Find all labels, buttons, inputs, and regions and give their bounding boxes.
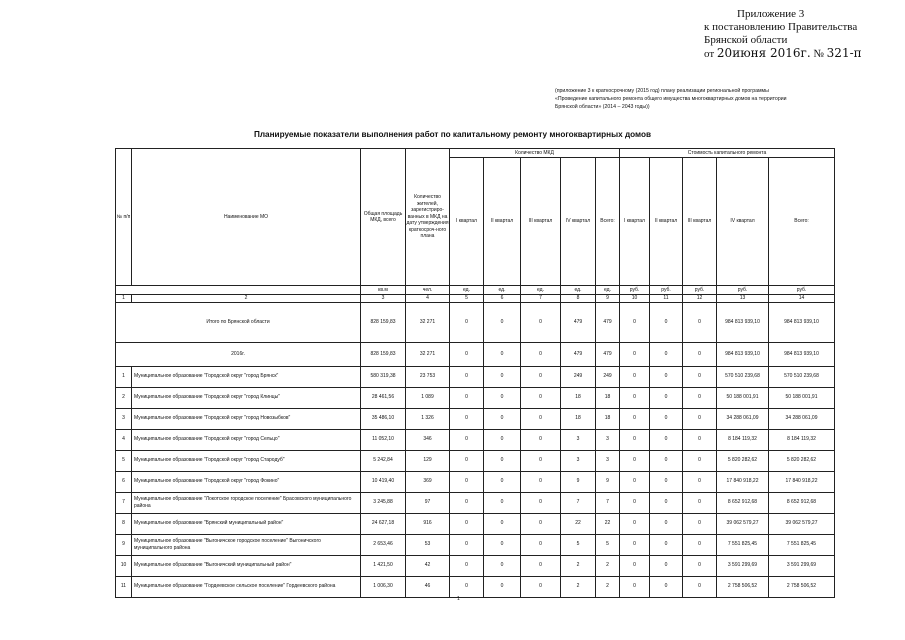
row-cell: 1 089 <box>406 387 450 408</box>
mo-name: Муниципальное образование "Гордеевское сельское поселение" Гордеевского района <box>132 576 361 597</box>
row-cell: 0 <box>484 450 521 471</box>
row-cell: 0 <box>620 408 650 429</box>
unit-cell: ед. <box>521 286 561 295</box>
row-cell: 0 <box>450 429 484 450</box>
unit-cell: ед. <box>596 286 620 295</box>
note-line-2: «Проведение капитального ремонта общего имущества многоквартирных домов на территории <box>555 96 787 102</box>
program-note <box>555 87 885 111</box>
row-cell: 7 551 825,45 <box>769 534 835 555</box>
row-cell: 0 <box>484 534 521 555</box>
row-cell: 2 <box>561 555 596 576</box>
row-cell: 3 591 299,69 <box>717 555 769 576</box>
summary-cell: 0 <box>484 302 521 342</box>
row-cell: 0 <box>484 387 521 408</box>
row-num: 6 <box>116 471 132 492</box>
header-mkd-group: Количество МКД <box>450 149 620 158</box>
table-row <box>116 513 835 534</box>
row-cell: 0 <box>450 492 484 513</box>
row-cell: 11 052,10 <box>361 429 406 450</box>
note-line-1: (приложение 3 к краткосрочному (2015 год) плану реализации региональной программы <box>555 88 769 94</box>
row-cell: 7 <box>561 492 596 513</box>
appendix-date-line <box>704 47 862 61</box>
mo-name: Муниципальное образование "Локотское городское поселение" Брасовского муниципального района <box>132 492 361 513</box>
row-cell: 5 <box>561 534 596 555</box>
row-cell: 0 <box>683 366 717 387</box>
unit-cell: чел. <box>406 286 450 295</box>
mo-name: Муниципальное образование "Городской округ "город Сельцо" <box>132 429 361 450</box>
unit-cell: ед. <box>450 286 484 295</box>
table-row <box>116 429 835 450</box>
row-cell: 3 <box>596 429 620 450</box>
row-cell: 0 <box>620 450 650 471</box>
row-cell: 0 <box>521 513 561 534</box>
row-cell: 7 551 825,45 <box>717 534 769 555</box>
row-cell: 916 <box>406 513 450 534</box>
row-cell: 0 <box>683 555 717 576</box>
row-cell: 0 <box>484 366 521 387</box>
mo-name: Муниципальное образование "Выгоничское городское поселение" Выгоничского муниципального района <box>132 534 361 555</box>
unit-cell: руб. <box>683 286 717 295</box>
column-number-cell: 12 <box>683 295 717 303</box>
mo-name: Муниципальное образование "Выгоничский муниципальный район" <box>132 555 361 576</box>
summary-cell: 0 <box>450 302 484 342</box>
row-cell: 34 288 061,09 <box>769 408 835 429</box>
row-cell: 28 461,56 <box>361 387 406 408</box>
row-cell: 0 <box>450 576 484 597</box>
row-cell: 0 <box>484 492 521 513</box>
row-cell: 2 <box>596 576 620 597</box>
column-numbers-row <box>116 295 835 303</box>
row-cell: 24 627,18 <box>361 513 406 534</box>
column-number-cell: 14 <box>769 295 835 303</box>
row-cell: 0 <box>650 513 683 534</box>
summary-cell: 32 271 <box>406 302 450 342</box>
row-cell: 8 652 912,68 <box>769 492 835 513</box>
row-cell: 3 <box>561 429 596 450</box>
row-cell: 0 <box>450 408 484 429</box>
header-mkd-q4: IV квартал <box>561 158 596 286</box>
summary-cell: 984 813 939,10 <box>769 302 835 342</box>
table-row <box>116 387 835 408</box>
units-row <box>116 286 835 295</box>
row-cell: 0 <box>620 534 650 555</box>
row-cell: 17 840 918,22 <box>769 471 835 492</box>
column-number-cell: 5 <box>450 295 484 303</box>
row-cell: 50 188 001,91 <box>717 387 769 408</box>
header-cost-total: Всего: <box>769 158 835 286</box>
row-cell: 0 <box>521 534 561 555</box>
column-number-cell: 7 <box>521 295 561 303</box>
row-cell: 39 062 579,27 <box>769 513 835 534</box>
table-row <box>116 366 835 387</box>
unit-cell: руб. <box>717 286 769 295</box>
summary-cell: 0 <box>620 342 650 366</box>
row-cell: 0 <box>450 534 484 555</box>
row-cell: 0 <box>484 576 521 597</box>
header-num: № п/п <box>116 149 132 286</box>
date-value: 20июня 2016г. <box>716 46 811 60</box>
table-body <box>116 286 835 598</box>
row-cell: 129 <box>406 450 450 471</box>
row-cell: 2 653,46 <box>361 534 406 555</box>
row-cell: 0 <box>521 387 561 408</box>
row-num: 8 <box>116 513 132 534</box>
row-cell: 0 <box>521 450 561 471</box>
row-cell: 0 <box>650 387 683 408</box>
number-label: № <box>813 48 824 60</box>
header-cost-q4: IV квартал <box>717 158 769 286</box>
row-cell: 0 <box>521 408 561 429</box>
row-cell: 42 <box>406 555 450 576</box>
row-cell: 0 <box>620 492 650 513</box>
row-cell: 0 <box>450 471 484 492</box>
row-cell: 3 591 299,69 <box>769 555 835 576</box>
date-prefix: от <box>704 48 715 60</box>
row-cell: 0 <box>650 408 683 429</box>
row-cell: 34 288 061,09 <box>717 408 769 429</box>
row-cell: 0 <box>650 492 683 513</box>
row-num: 10 <box>116 555 132 576</box>
row-cell: 0 <box>650 471 683 492</box>
header-residents: Количество жителей, зарегистриро-ванных в МКД на дату утверждения краткосроч-ного плана <box>406 149 450 286</box>
row-num: 11 <box>116 576 132 597</box>
summary-cell: 984 813 939,10 <box>769 342 835 366</box>
row-num: 3 <box>116 408 132 429</box>
number-value: 321-п <box>826 46 862 60</box>
table-row <box>116 576 835 597</box>
row-cell: 3 <box>561 450 596 471</box>
row-cell: 570 510 239,68 <box>769 366 835 387</box>
row-cell: 369 <box>406 471 450 492</box>
summary-cell: 828 159,83 <box>361 342 406 366</box>
column-number-cell: 11 <box>650 295 683 303</box>
row-cell: 3 <box>596 450 620 471</box>
summary-cell: 984 813 939,10 <box>717 342 769 366</box>
column-number-cell: 6 <box>484 295 521 303</box>
row-cell: 0 <box>650 534 683 555</box>
summary-row <box>116 342 835 366</box>
row-cell: 0 <box>620 513 650 534</box>
row-cell: 18 <box>561 408 596 429</box>
row-cell: 8 184 119,32 <box>717 429 769 450</box>
column-number-cell: 8 <box>561 295 596 303</box>
mo-name: Муниципальное образование "Городской округ "город Клинцы" <box>132 387 361 408</box>
row-cell: 0 <box>450 366 484 387</box>
row-cell: 580 319,38 <box>361 366 406 387</box>
row-num: 2 <box>116 387 132 408</box>
column-number-cell: 1 <box>116 295 132 303</box>
row-cell: 2 <box>561 576 596 597</box>
summary-cell: 0 <box>484 342 521 366</box>
row-cell: 8 184 119,32 <box>769 429 835 450</box>
row-cell: 8 652 912,68 <box>717 492 769 513</box>
row-cell: 0 <box>484 513 521 534</box>
summary-cell: 828 159,83 <box>361 302 406 342</box>
unit-cell: руб. <box>620 286 650 295</box>
summary-cell: 0 <box>521 302 561 342</box>
header-mkd-q3: III квартал <box>521 158 561 286</box>
summary-cell: 0 <box>650 342 683 366</box>
row-cell: 5 242,84 <box>361 450 406 471</box>
summary-label: Итого по Брянской области <box>116 302 361 342</box>
row-num: 9 <box>116 534 132 555</box>
row-cell: 0 <box>620 471 650 492</box>
row-cell: 249 <box>596 366 620 387</box>
summary-cell: 479 <box>561 302 596 342</box>
row-num: 1 <box>116 366 132 387</box>
column-number-cell: 10 <box>620 295 650 303</box>
row-cell: 249 <box>561 366 596 387</box>
row-cell: 18 <box>596 387 620 408</box>
row-cell: 0 <box>484 555 521 576</box>
mo-name: Муниципальное образование "Городской округ "город Фокино" <box>132 471 361 492</box>
table-row <box>116 555 835 576</box>
row-cell: 0 <box>683 429 717 450</box>
summary-cell: 0 <box>683 302 717 342</box>
summary-label: 2016г. <box>116 342 361 366</box>
unit-cell: кв.м <box>361 286 406 295</box>
row-cell: 1 006,30 <box>361 576 406 597</box>
appendix-title: Приложение 3 <box>737 8 805 20</box>
row-cell: 0 <box>683 492 717 513</box>
row-cell: 0 <box>683 471 717 492</box>
row-cell: 2 758 506,52 <box>769 576 835 597</box>
row-cell: 3 245,88 <box>361 492 406 513</box>
row-cell: 23 753 <box>406 366 450 387</box>
row-cell: 0 <box>683 576 717 597</box>
units-spacer <box>116 286 361 295</box>
row-cell: 0 <box>683 513 717 534</box>
summary-cell: 32 271 <box>406 342 450 366</box>
row-cell: 346 <box>406 429 450 450</box>
row-cell: 0 <box>650 450 683 471</box>
page-number: 1 <box>457 596 460 602</box>
row-cell: 39 062 579,27 <box>717 513 769 534</box>
summary-cell: 984 813 939,10 <box>717 302 769 342</box>
row-cell: 17 840 918,22 <box>717 471 769 492</box>
row-cell: 0 <box>620 429 650 450</box>
document-title: Планируемые показатели выполнения работ по капитальному ремонту многоквартирных домов <box>253 130 652 139</box>
row-num: 7 <box>116 492 132 513</box>
row-cell: 53 <box>406 534 450 555</box>
header-cost-q2: II квартал <box>650 158 683 286</box>
row-cell: 22 <box>561 513 596 534</box>
mo-name: Муниципальное образование "Городской округ "город Стародуб" <box>132 450 361 471</box>
row-cell: 0 <box>450 513 484 534</box>
column-number-cell: 4 <box>406 295 450 303</box>
row-cell: 0 <box>450 555 484 576</box>
row-cell: 570 510 239,68 <box>717 366 769 387</box>
summary-cell: 0 <box>450 342 484 366</box>
row-cell: 0 <box>484 429 521 450</box>
row-cell: 0 <box>683 534 717 555</box>
column-number-cell: 3 <box>361 295 406 303</box>
row-cell: 0 <box>521 429 561 450</box>
mo-name: Муниципальное образование "Городской округ "город Новозыбков" <box>132 408 361 429</box>
note-line-3: Брянской области» (2014 – 2043 годы)) <box>555 104 650 110</box>
row-cell: 0 <box>650 429 683 450</box>
header-cost-group: Стоимость капитального ремонта <box>620 149 835 158</box>
summary-cell: 0 <box>521 342 561 366</box>
summary-cell: 0 <box>650 302 683 342</box>
summary-cell: 0 <box>683 342 717 366</box>
row-cell: 97 <box>406 492 450 513</box>
unit-cell: руб. <box>650 286 683 295</box>
header-mkd-q2: II квартал <box>484 158 521 286</box>
unit-cell: ед. <box>561 286 596 295</box>
row-cell: 9 <box>596 471 620 492</box>
row-cell: 22 <box>596 513 620 534</box>
header-cost-q1: I квартал <box>620 158 650 286</box>
indicators-table <box>115 148 835 598</box>
row-cell: 1 326 <box>406 408 450 429</box>
row-cell: 18 <box>596 408 620 429</box>
row-cell: 0 <box>650 366 683 387</box>
summary-cell: 479 <box>561 342 596 366</box>
header-mkd-total: Всего: <box>596 158 620 286</box>
header-name: Наименование МО <box>132 149 361 286</box>
row-cell: 0 <box>620 387 650 408</box>
row-cell: 0 <box>450 387 484 408</box>
column-number-cell: 13 <box>717 295 769 303</box>
row-cell: 2 <box>596 555 620 576</box>
row-cell: 0 <box>620 555 650 576</box>
row-cell: 0 <box>450 450 484 471</box>
row-cell: 0 <box>650 576 683 597</box>
row-cell: 1 421,50 <box>361 555 406 576</box>
row-cell: 0 <box>521 366 561 387</box>
row-cell: 46 <box>406 576 450 597</box>
row-cell: 5 820 282,62 <box>717 450 769 471</box>
row-cell: 0 <box>620 576 650 597</box>
table-row <box>116 471 835 492</box>
row-cell: 0 <box>683 387 717 408</box>
appendix-region: Брянской области <box>704 34 788 46</box>
summary-cell: 479 <box>596 302 620 342</box>
table-row <box>116 492 835 513</box>
table-row <box>116 450 835 471</box>
summary-cell: 0 <box>620 302 650 342</box>
row-cell: 10 419,40 <box>361 471 406 492</box>
row-cell: 0 <box>650 555 683 576</box>
unit-cell: руб. <box>769 286 835 295</box>
row-cell: 0 <box>484 471 521 492</box>
column-number-cell: 2 <box>132 295 361 303</box>
row-cell: 0 <box>683 450 717 471</box>
row-cell: 0 <box>521 555 561 576</box>
appendix-header <box>704 8 862 61</box>
column-number-cell: 9 <box>596 295 620 303</box>
appendix-decree: к постановлению Правительства <box>704 21 858 33</box>
header-mkd-q1: I квартал <box>450 158 484 286</box>
row-cell: 0 <box>484 408 521 429</box>
row-cell: 7 <box>596 492 620 513</box>
row-cell: 0 <box>620 366 650 387</box>
mo-name: Муниципальное образование "Городской округ "город Брянск" <box>132 366 361 387</box>
row-cell: 18 <box>561 387 596 408</box>
row-cell: 9 <box>561 471 596 492</box>
summary-row <box>116 302 835 342</box>
row-cell: 35 486,10 <box>361 408 406 429</box>
row-cell: 2 758 506,52 <box>717 576 769 597</box>
row-cell: 5 <box>596 534 620 555</box>
row-cell: 0 <box>521 471 561 492</box>
table-row <box>116 534 835 555</box>
row-cell: 50 188 001,91 <box>769 387 835 408</box>
row-cell: 0 <box>683 408 717 429</box>
mo-name: Муниципальное образование "Брянский муниципальный район" <box>132 513 361 534</box>
header-area: Общая площадь МКД, всего <box>361 149 406 286</box>
row-num: 4 <box>116 429 132 450</box>
table-row <box>116 408 835 429</box>
row-cell: 0 <box>521 576 561 597</box>
row-cell: 0 <box>521 492 561 513</box>
row-cell: 5 820 282,62 <box>769 450 835 471</box>
summary-cell: 479 <box>596 342 620 366</box>
unit-cell: ед. <box>484 286 521 295</box>
header-cost-q3: III квартал <box>683 158 717 286</box>
row-num: 5 <box>116 450 132 471</box>
